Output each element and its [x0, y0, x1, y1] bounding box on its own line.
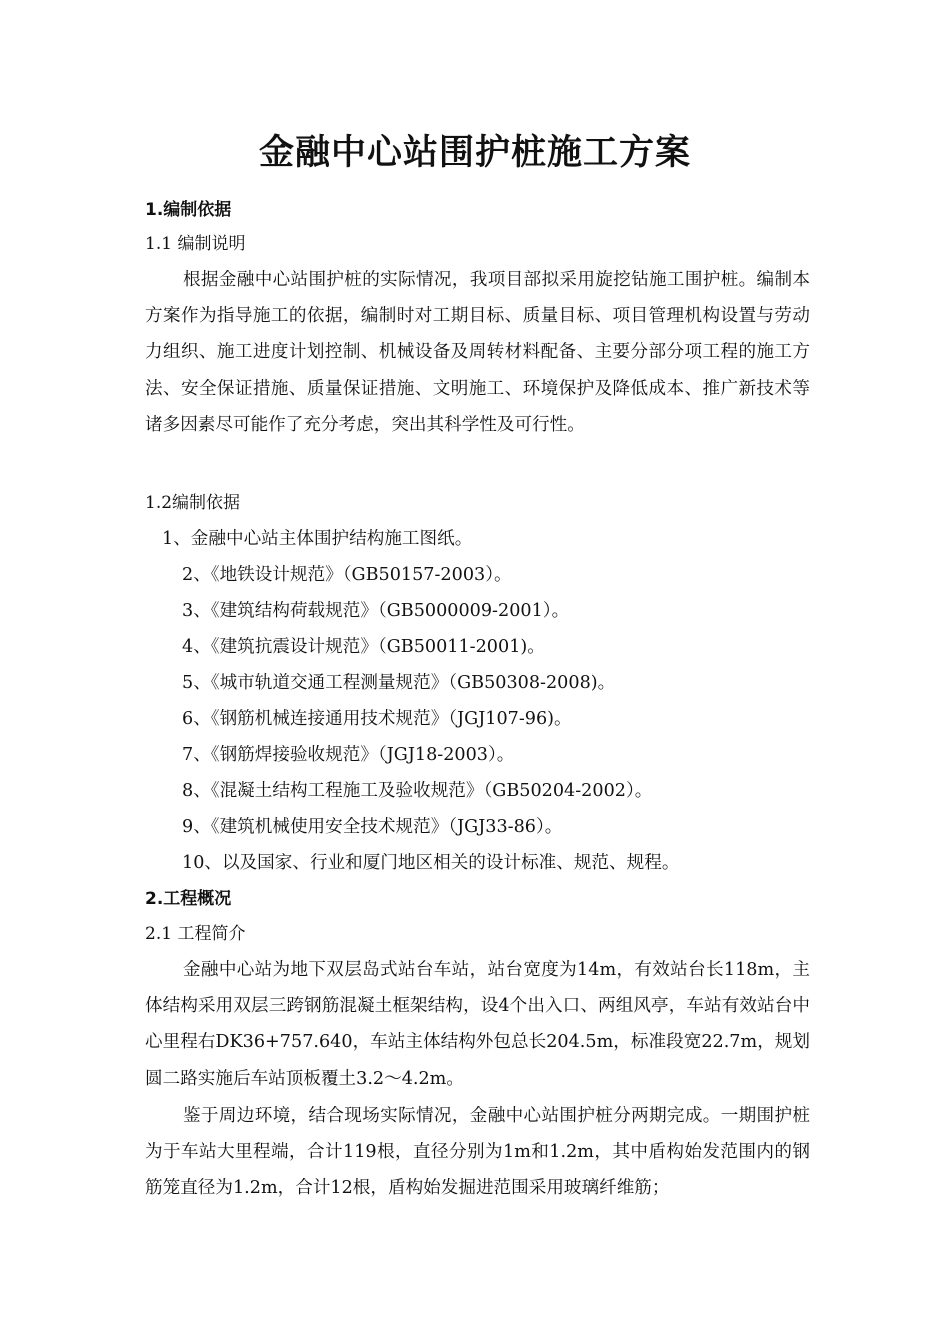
- section-1-1-heading: 1.1 编制说明: [145, 234, 246, 254]
- section-1-2-heading: 1.2编制依据: [145, 493, 241, 513]
- document-title: 金融中心站围护桩施工方案: [258, 133, 691, 173]
- reference-item: 3、《建筑结构荷载规范》（GB5000009-2001）。: [182, 601, 570, 621]
- section-1-1-paragraph: 根据金融中心站围护桩的实际情况，我项目部拟采用旋挖钻施工围护桩。编制本方案作为指导施工的依据，编制时对工期目标、质量目标、项目管理机构设置与劳动力组织、施工进度计划控制、机械设备及周转材料配备、主要分部分项工程的施工方法、安全保证措施、质量保证措施、文明施工、环境保护及降低成本、推广新技术等诸多因素尽可能作了充分考虑，突出其科学性及可行性。: [145, 270, 810, 435]
- reference-item: 4、《建筑抗震设计规范》（GB50011-2001)。: [182, 637, 545, 657]
- reference-item: 1、金融中心站主体围护结构施工图纸。: [162, 529, 473, 549]
- reference-item: 7、《钢筋焊接验收规范》（JGJ18-2003）。: [182, 745, 515, 765]
- section-2-1-heading: 2.1 工程简介: [145, 924, 246, 944]
- reference-item: 6、《钢筋机械连接通用技术规范》（JGJ107-96)。: [182, 709, 572, 729]
- section-1-heading: 1.编制依据: [145, 200, 232, 220]
- reference-item: 5、《城市轨道交通工程测量规范》（GB50308-2008)。: [182, 673, 616, 693]
- section-2-1-paragraph-2: 鉴于周边环境，结合现场实际情况，金融中心站围护桩分两期完成。一期围护桩为于车站大里程端，合计119根，直径分别为1m和1.2m，其中盾构始发范围内的钢筋笼直径为1.2m，合计12根，盾构始发掘进范围采用玻璃纤维筋；: [145, 1106, 810, 1199]
- section-2-1-paragraph-1: 金融中心站为地下双层岛式站台车站，站台宽度为14m，有效站台长118m，主体结构采用双层三跨钢筋混凝土框架结构，设4个出入口、两组风亭，车站有效站台中心里程右DK36+757.640，车站主体结构外包总长204.5m，标准段宽22.7m，规划圆二路实施后车站顶板覆土3.2～4.2m。: [145, 960, 810, 1089]
- reference-item: 8、《混凝土结构工程施工及验收规范》（GB50204-2002）。: [182, 781, 653, 801]
- reference-item: 2、《地铁设计规范》（GB50157-2003）。: [182, 565, 512, 585]
- reference-item: 10、以及国家、行业和厦门地区相关的设计标准、规范、规程。: [182, 853, 680, 873]
- reference-item: 9、《建筑机械使用安全技术规范》（JGJ33-86）。: [182, 817, 563, 837]
- section-2-heading: 2.工程概况: [145, 889, 232, 909]
